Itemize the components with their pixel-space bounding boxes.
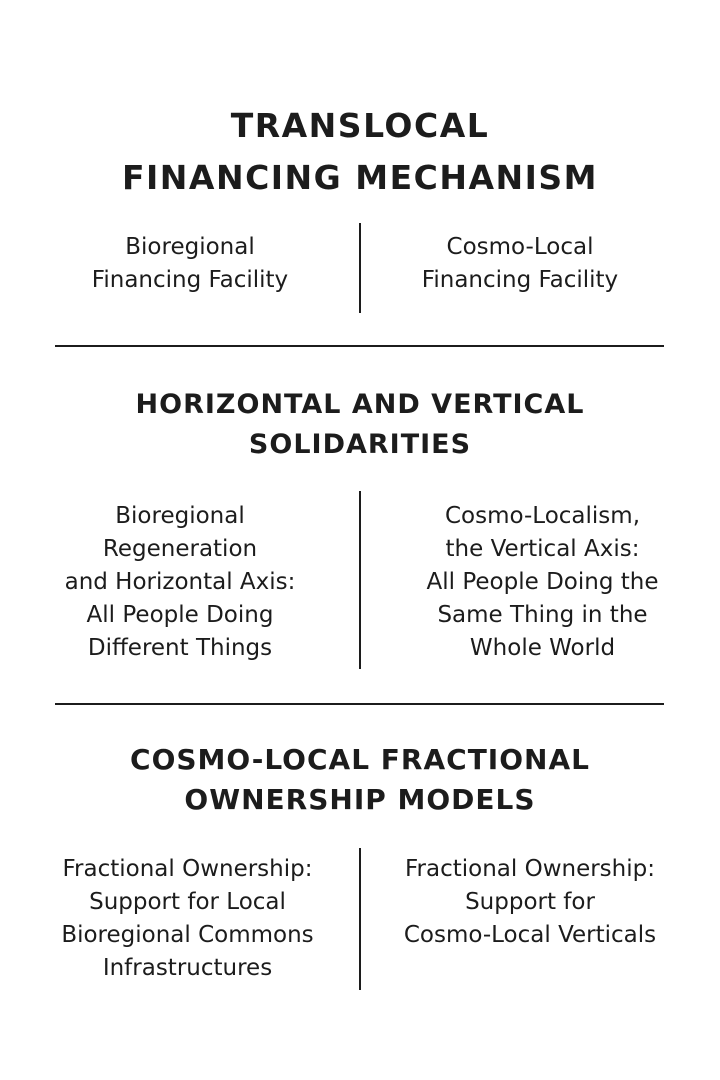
section-divider (55, 703, 664, 705)
section-title-translocal-financing: TRANSLOCAL FINANCING MECHANISM (121, 106, 599, 197)
cosmo-local-verticals-ownership-text: Fractional Ownership: Support for Cosmo-Local Verticals (403, 856, 657, 948)
section-divider (55, 345, 664, 347)
column-divider (359, 223, 361, 313)
section-title-solidarities: HORIZONTAL AND VERTICAL SOLIDARITIES (135, 389, 585, 460)
horizontal-axis-text: Bioregional Regeneration and Horizontal Axis: All People Doing Different Things (64, 503, 296, 661)
column-divider (359, 491, 361, 669)
column-divider (359, 848, 361, 990)
cosmo-local-financing-facility-text: Cosmo-Local Financing Facility (421, 234, 619, 293)
vertical-axis-text: Cosmo-Localism, the Vertical Axis: All People Doing the Same Thing in the Whole World (426, 503, 659, 661)
bioregional-financing-facility-text: Bioregional Financing Facility (91, 234, 289, 293)
section-title-fractional-ownership: COSMO-LOCAL FRACTIONAL OWNERSHIP MODELS (130, 743, 590, 816)
local-commons-ownership-text: Fractional Ownership: Support for Local Bioregional Commons Infrastructures (61, 856, 314, 981)
